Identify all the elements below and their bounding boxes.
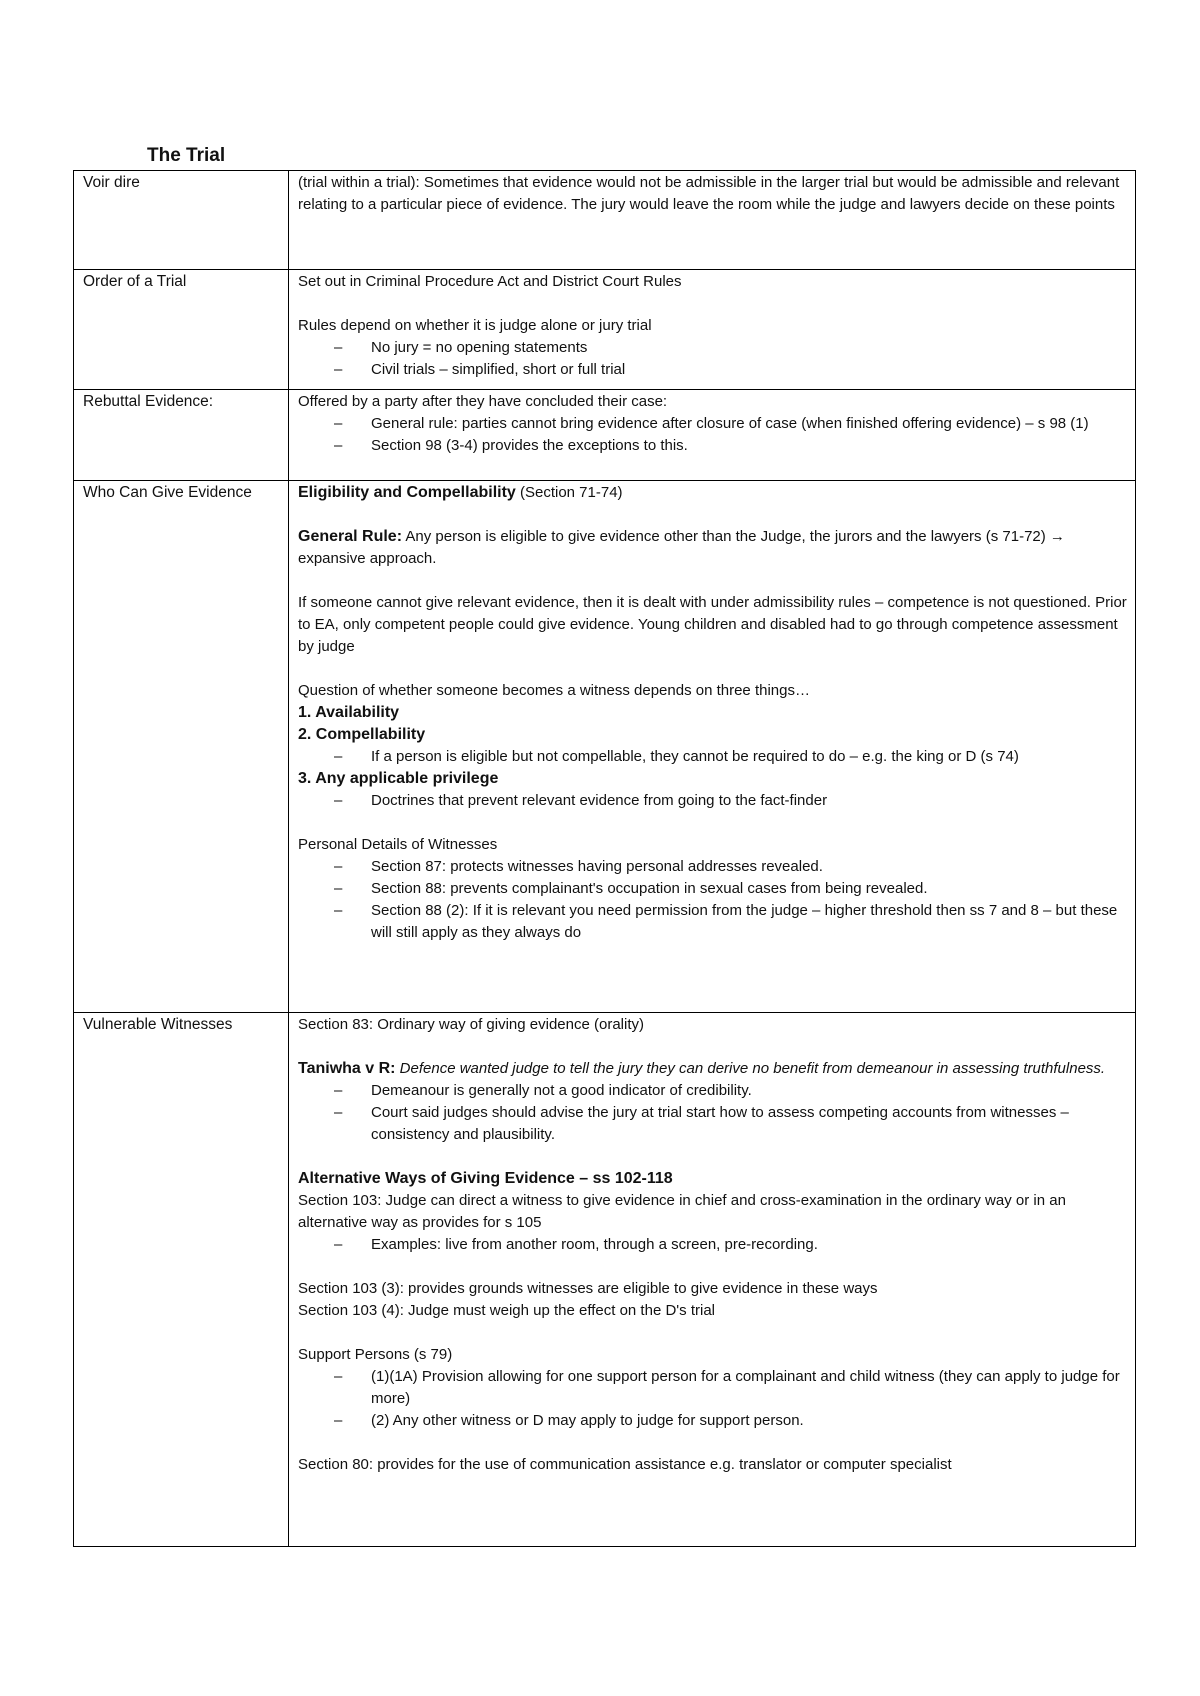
- list-item: – No jury = no opening statements: [298, 337, 1127, 359]
- content-cell: [289, 270, 1136, 390]
- bullet-list: [298, 746, 1127, 768]
- voir-dire-text: (trial within a trial): Sometimes that evidence would not be admissible in the larger trial but would be admissible and relevant relating to a particular piece of evidence. The jury would leave the room while the judge and lawyers decide on these points: [298, 174, 1120, 213]
- case-name: Taniwha v R:: [298, 1060, 396, 1077]
- list-item: – Section 87: protects witnesses having personal addresses revealed.: [298, 856, 1127, 878]
- list-item: – Section 98 (3-4) provides the exceptions to this.: [298, 435, 1127, 457]
- bullet-list: [298, 790, 1127, 812]
- bullet-list: [298, 337, 1127, 381]
- list-item: – General rule: parties cannot bring evidence after closure of case (when finished offering evidence) – s 98 (1): [298, 413, 1127, 435]
- content-cell: [289, 481, 1136, 1013]
- support-persons-heading: Support Persons (s 79): [298, 1346, 453, 1363]
- section-103-3: Section 103 (3): provides grounds witnesses are eligible to give evidence in these ways: [298, 1280, 878, 1297]
- order-text: Rules depend on whether it is judge alone or jury trial: [298, 317, 652, 334]
- bullet-list: [298, 1366, 1127, 1432]
- topic-cell: Order of a Trial: [74, 270, 289, 390]
- table-row: [74, 390, 1136, 481]
- general-rule-text: Any person is eligible to give evidence other than the Judge, the jurors and the lawyers (s 71-72) → expansive approach.: [298, 528, 1065, 567]
- list-item: – Doctrines that prevent relevant evidence from going to the fact-finder: [298, 790, 1127, 812]
- list-item: – Examples: live from another room, through a screen, pre-recording.: [298, 1234, 1127, 1256]
- table-row: [74, 270, 1136, 390]
- notes-table: [73, 170, 1136, 1547]
- table-row: [74, 481, 1136, 1013]
- topic-cell: Voir dire: [74, 171, 289, 270]
- bullet-list: [298, 1080, 1127, 1146]
- bullet-list: [298, 1234, 1127, 1256]
- content-cell: [289, 1013, 1136, 1547]
- witness-question: Question of whether someone becomes a witness depends on three things…: [298, 682, 810, 699]
- table-row: [74, 171, 1136, 270]
- topic-cell: Vulnerable Witnesses: [74, 1013, 289, 1547]
- general-rule-label: General Rule:: [298, 528, 403, 545]
- topic-cell: Rebuttal Evidence:: [74, 390, 289, 481]
- bullet-list: [298, 413, 1127, 457]
- section-83-text: Section 83: Ordinary way of giving evidence (orality): [298, 1016, 644, 1033]
- rebuttal-text: Offered by a party after they have concluded their case:: [298, 393, 668, 410]
- list-item: – Section 88: prevents complainant's occupation in sexual cases from being revealed.: [298, 878, 1127, 900]
- list-item: – Demeanour is generally not a good indicator of credibility.: [298, 1080, 1127, 1102]
- content-cell: [289, 390, 1136, 481]
- section-103-text: Section 103: Judge can direct a witness to give evidence in chief and cross-examination in the ordinary way or in an alternative way as provides for s 105: [298, 1192, 1066, 1231]
- personal-details-heading: Personal Details of Witnesses: [298, 836, 498, 853]
- section-80-text: Section 80: provides for the use of communication assistance e.g. translator or computer specialist: [298, 1456, 952, 1473]
- list-item: – If a person is eligible but not compellable, they cannot be required to do – e.g. the king or D (s 74): [298, 746, 1127, 768]
- availability-item: 1. Availability: [298, 704, 400, 721]
- list-item: – (2) Any other witness or D may apply to judge for support person.: [298, 1410, 1127, 1432]
- list-item: – (1)(1A) Provision allowing for one support person for a complainant and child witness (they can apply to judge for more): [298, 1366, 1127, 1410]
- bullet-list: [298, 856, 1127, 944]
- section-103-4: Section 103 (4): Judge must weigh up the effect on the D's trial: [298, 1302, 715, 1319]
- table-row: [74, 1013, 1136, 1547]
- heading-suffix: (Section 71-74): [515, 484, 623, 501]
- competence-text: If someone cannot give relevant evidence, then it is dealt with under admissibility rules – competence is not questioned. Prior to EA, only competent people could give evidence. Young children and disabled had to go through competence assessment by judge: [298, 594, 1127, 655]
- list-item: – Court said judges should advise the jury at trial start how to assess competing accounts from witnesses –consistency and plausibility.: [298, 1102, 1127, 1146]
- order-text: Set out in Criminal Procedure Act and District Court Rules: [298, 273, 682, 290]
- page-title: The Trial: [147, 145, 226, 166]
- eligibility-heading: [298, 482, 1127, 504]
- privilege-item: 3. Any applicable privilege: [298, 770, 499, 787]
- list-item: – Section 88 (2): If it is relevant you need permission from the judge – higher threshold then ss 7 and 8 – but these will still apply as they always do: [298, 900, 1127, 944]
- case-text: Defence wanted judge to tell the jury they can derive no benefit from demeanour in assessing truthfulness.: [395, 1060, 1106, 1077]
- content-cell: [289, 171, 1136, 270]
- alternative-ways-heading: Alternative Ways of Giving Evidence – ss 102-118: [298, 1170, 673, 1187]
- general-rule: [298, 526, 1127, 570]
- heading-text: Eligibility and Compellability: [298, 484, 516, 501]
- topic-cell: Who Can Give Evidence: [74, 481, 289, 1013]
- list-item: – Civil trials – simplified, short or full trial: [298, 359, 1127, 381]
- case-taniwha: [298, 1058, 1127, 1080]
- compellability-item: 2. Compellability: [298, 726, 426, 743]
